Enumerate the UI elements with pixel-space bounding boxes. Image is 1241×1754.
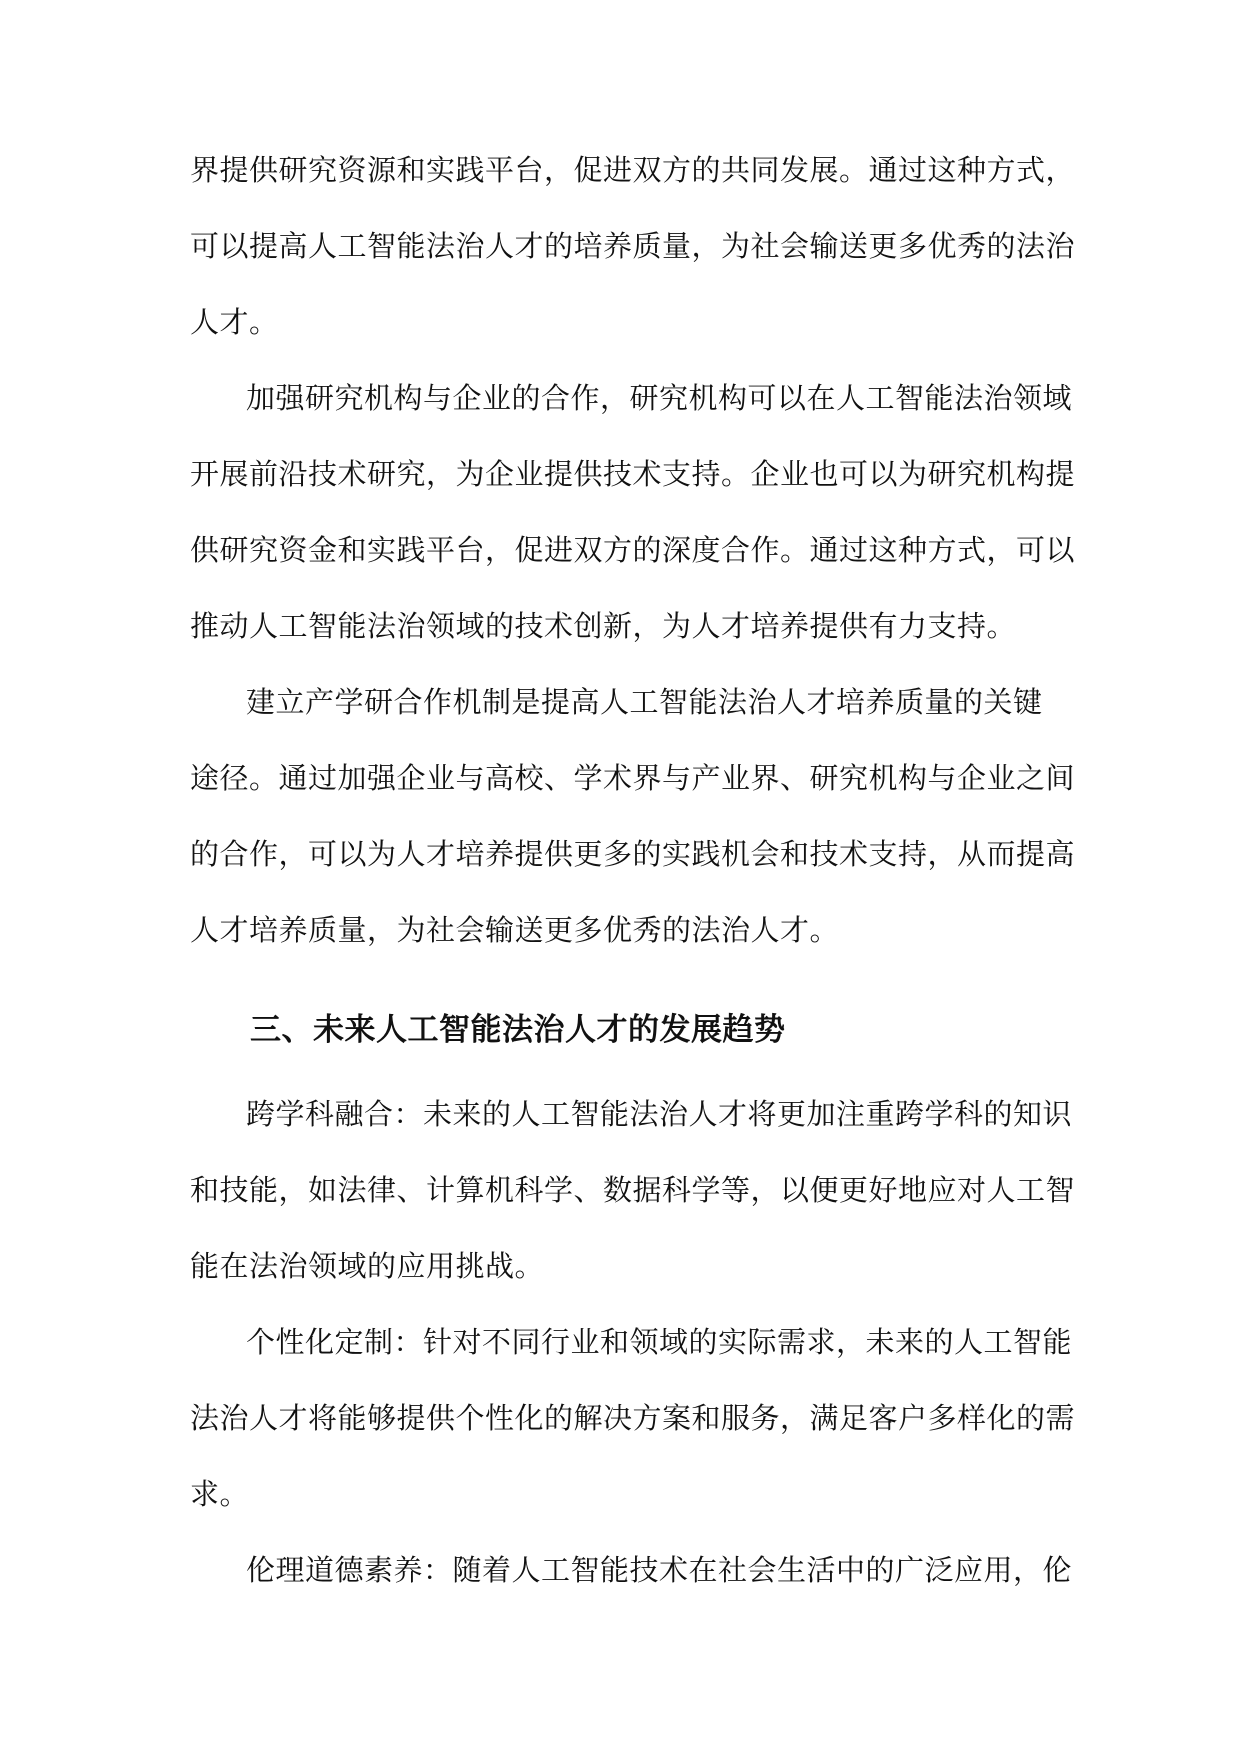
paragraph-first-line: 个性化定制：针对不同行业和领域的实际需求，未来的人工智能 bbox=[246, 1325, 1073, 1359]
paragraph-first-line: 加强研究机构与企业的合作，研究机构可以在人工智能法治领域 bbox=[246, 381, 1073, 415]
paragraph-line: 界提供研究资源和实践平台，促进双方的共同发展。通过这种方式， bbox=[190, 153, 1076, 187]
paragraph-line: 供研究资金和实践平台，促进双方的深度合作。通过这种方式，可以 bbox=[190, 533, 1076, 567]
paragraph-line: 法治人才将能够提供个性化的解决方案和服务，满足客户多样化的需 bbox=[190, 1401, 1076, 1435]
paragraph-line: 途径。通过加强企业与高校、学术界与产业界、研究机构与企业之间 bbox=[190, 761, 1076, 795]
paragraph-line: 推动人工智能法治领域的技术创新，为人才培养提供有力支持。 bbox=[190, 609, 1017, 643]
paragraph-line: 人才培养质量，为社会输送更多优秀的法治人才。 bbox=[190, 913, 840, 947]
paragraph-first-line: 建立产学研合作机制是提高人工智能法治人才培养质量的关键 bbox=[246, 685, 1043, 719]
paragraph-line: 能在法治领域的应用挑战。 bbox=[190, 1249, 545, 1283]
paragraph-line: 开展前沿技术研究，为企业提供技术支持。企业也可以为研究机构提 bbox=[190, 457, 1076, 491]
paragraph-first-line: 跨学科融合：未来的人工智能法治人才将更加注重跨学科的知识 bbox=[246, 1097, 1073, 1131]
paragraph-line: 的合作，可以为人才培养提供更多的实践机会和技术支持，从而提高 bbox=[190, 837, 1076, 871]
section-heading: 三、未来人工智能法治人才的发展趋势 bbox=[250, 1012, 786, 1048]
paragraph-line: 人才。 bbox=[190, 305, 279, 339]
paragraph-first-line: 伦理道德素养：随着人工智能技术在社会生活中的广泛应用，伦 bbox=[246, 1553, 1073, 1587]
paragraph-line: 和技能，如法律、计算机科学、数据科学等，以便更好地应对人工智 bbox=[190, 1173, 1076, 1207]
paragraph-line: 可以提高人工智能法治人才的培养质量，为社会输送更多优秀的法治 bbox=[190, 229, 1076, 263]
paragraph-line: 求。 bbox=[190, 1477, 250, 1511]
